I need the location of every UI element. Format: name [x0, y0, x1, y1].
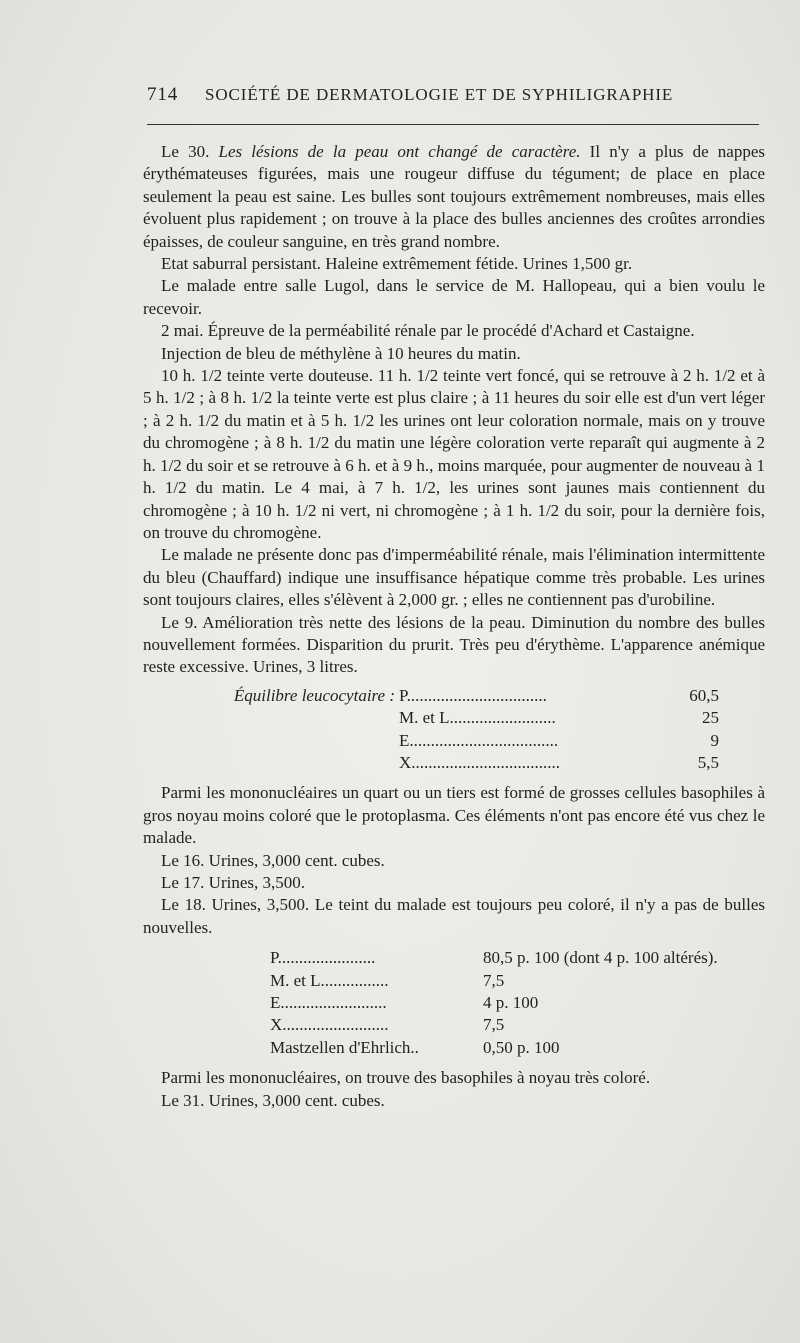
table-key: X......................... [270, 1015, 389, 1035]
date-label: Le 30. [161, 142, 210, 161]
table-value: 0,50 p. 100 [483, 1037, 560, 1057]
leukocyte-table-1 [143, 685, 765, 775]
paragraph-mononucleaires: Parmi les mononucléaires un quart ou un tiers est formé de grosses cellules basophiles à gros noyau moins coloré que le protoplasma. Ces éléments n'ont pas encore été vus chez le malade. [143, 783, 765, 848]
table-key: E................................... [399, 730, 559, 750]
paragraph-salle-lugol: Le malade entre salle Lugol, dans le service de M. Hallopeau, qui a bien voulu le recevoir. [143, 276, 765, 318]
paragraph-basophiles: Parmi les mononucléaires, on trouve des basophiles à noyau très coloré. [161, 1068, 651, 1088]
table-value: 60,5 [689, 685, 719, 705]
table-row [143, 730, 765, 752]
table-value: 5,5 [697, 752, 719, 772]
table-row [143, 970, 765, 992]
table-row [143, 752, 765, 774]
paragraph-teinte: 10 h. 1/2 teinte verte douteuse. 11 h. 1/2 teinte vert foncé, qui se retrouve à 2 h. 1/2 et à 5 h. 1/2 ; à 8 h. 1/2 la teinte verte est plus claire ; à 11 heures du soir elle est d'un vert léger ; à 2 h. 1/2 du matin et à 5 h. 1/2 les urines ont leur coloration normale, mais on y trouve du chromogène ; à 8 h. 1/2 du matin une légère coloration verte reparaît qui augmente à 2 h. 1/2 du soir et se retrouve à 6 h. et à 9 h., moins marquée, pour augmenter de nouveau à 1 h. 1/2 du matin. Le 4 mai, à 7 h. 1/2, les urines sont jaunes mais contiennent du chromogène ; à 10 h. 1/2 ni vert, ni chromogène ; à 1 h. 1/2 du soir, pour la dernière fois, on trouve du chromogène. [143, 366, 765, 542]
table-value: 7,5 [483, 1015, 505, 1035]
leukocyte-table-2 [143, 947, 765, 1059]
table-key: Mastzellen d'Ehrlich.. [270, 1037, 419, 1057]
table-row [143, 1014, 765, 1036]
table-key: M. et L................ [270, 970, 389, 990]
table-key: X................................... [399, 752, 561, 772]
table-key: P....................... [270, 948, 376, 968]
table-row [143, 992, 765, 1014]
header-rule [147, 124, 759, 125]
table-value: 80,5 p. 100 (dont 4 p. 100 altérés). [483, 948, 718, 968]
paragraph-2-mai: 2 mai. Épreuve de la perméabilité rénale par le procédé d'Achard et Castaigne. [161, 321, 695, 341]
paragraph-le-18: Le 18. Urines, 3,500. Le teint du malade est toujours peu coloré, il n'y a pas de bulles nouvelles. [143, 895, 765, 937]
paragraph-le-16: Le 16. Urines, 3,000 cent. cubes. [161, 850, 385, 870]
table-row [143, 685, 765, 707]
table-key: P................................. [399, 685, 547, 705]
table-value: 4 p. 100 [483, 992, 539, 1012]
paragraph-conclusion: Le malade ne présente donc pas d'imperméabilité rénale, mais l'élimination intermittente du bleu (Chauffard) indique une insuffisance hépatique comme très probable. Les urines sont toujours claires, elles s'élèvent à 2,000 gr. ; elles ne contiennent pas d'urobiline. [143, 545, 765, 610]
paragraph-le-30 [143, 141, 765, 253]
running-header [147, 84, 757, 106]
table-row [143, 1037, 765, 1059]
table-value: 9 [710, 730, 719, 750]
page-body [143, 141, 765, 1112]
paragraph-injection: Injection de bleu de méthylène à 10 heures du matin. [161, 343, 521, 363]
table-label: Équilibre leucocytaire : [233, 685, 395, 705]
table-row [143, 947, 765, 969]
italic-sentence: Les lésions de la peau ont changé de caractère. [218, 142, 581, 161]
page-number: 714 [147, 84, 179, 105]
table-value: 25 [702, 708, 719, 728]
paragraph-le-31: Le 31. Urines, 3,000 cent. cubes. [161, 1090, 385, 1110]
table-key: M. et L......................... [399, 708, 556, 728]
running-title: SOCIÉTÉ DE DERMATOLOGIE ET DE SYPHILIGRAPHIE [205, 85, 674, 104]
table-row [143, 707, 765, 729]
paragraph-le-9: Le 9. Amélioration très nette des lésions de la peau. Diminution du nombre des bulles nouvellement formées. Disparition du prurit. Très peu d'érythème. L'apparence anémique reste excessive. Urines, 3 litres. [143, 612, 765, 677]
paragraph-le-17: Le 17. Urines, 3,500. [161, 872, 306, 892]
table-value: 7,5 [483, 970, 505, 990]
paragraph-text: Il n'y a plus de nappes érythémateuses figurées, mais une rougeur diffuse du tégument; de place en place seulement la peau est saine. Les bulles sont toujours extrêmement nombreuses, mais elles évoluent plus rapidement ; on trouve à la place des bulles anciennes des croûtes arrondies épaisses, de couleur sanguine, en très grand nombre. [143, 142, 766, 251]
table-key: E......................... [270, 992, 387, 1012]
paragraph-etat-saburral: Etat saburral persistant. Haleine extrêmement fétide. Urines 1,500 gr. [161, 254, 633, 274]
